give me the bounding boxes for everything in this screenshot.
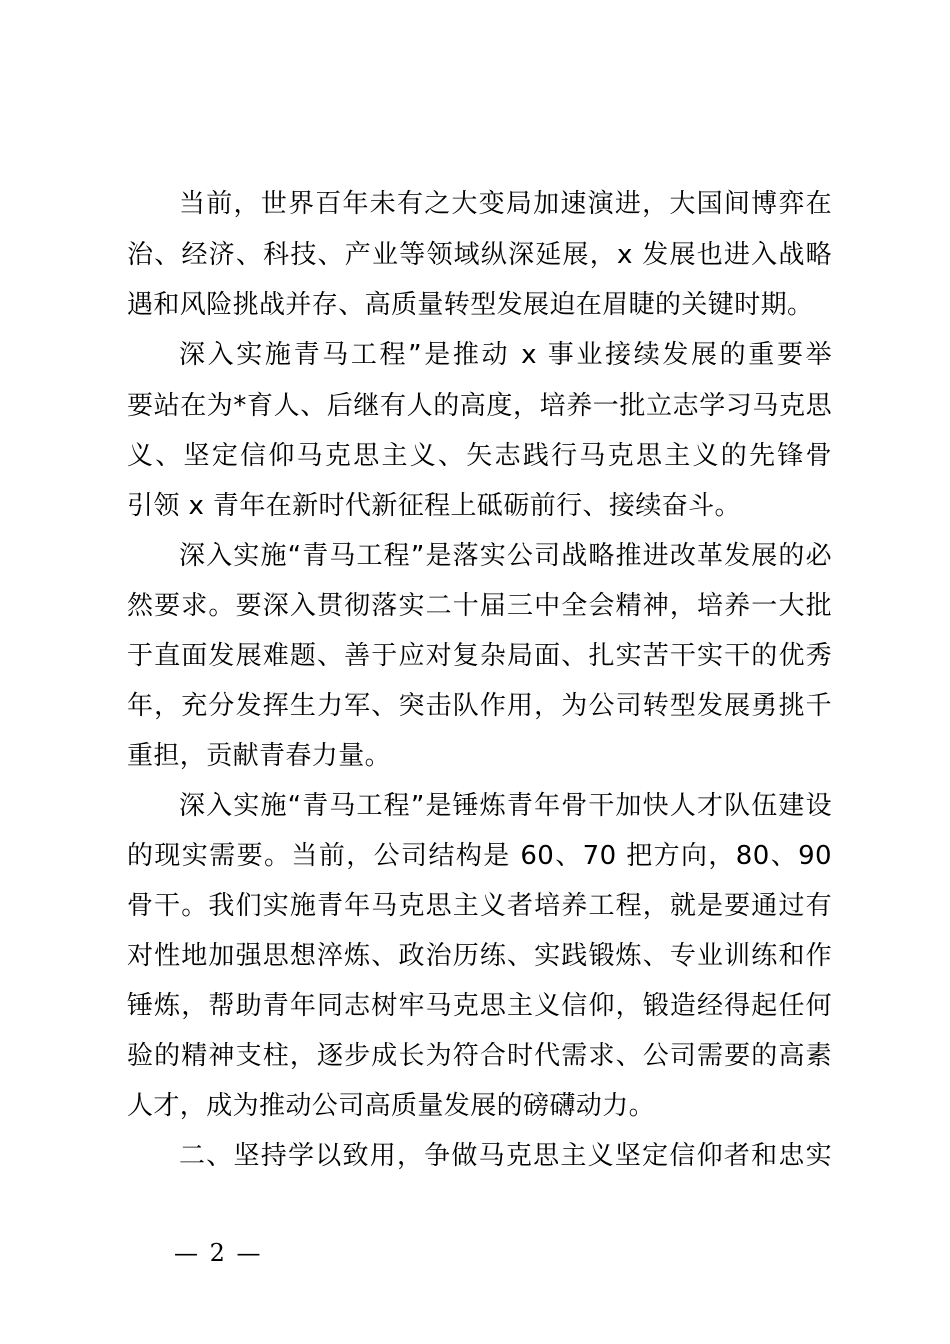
paragraph-4-line-5: 锤炼，帮助青年同志树牢马克思主义信仰，锻造经得起任何 xyxy=(127,991,832,1021)
section-heading-line: 二、坚持学以致用，争做马克思主义坚定信仰者和忠实 xyxy=(179,1141,832,1171)
paragraph-1-line-3: 遇和风险挑战并存、高质量转型发展迫在眉睫的关键时期。 xyxy=(127,290,814,320)
paragraph-3-line-5: 重担，贡献青春力量。 xyxy=(127,741,392,771)
paragraph-2-line-1: 深入实施青马工程”是推动 x 事业接续发展的重要举 xyxy=(179,340,832,370)
paragraph-4-line-7: 人才，成为推动公司高质量发展的磅礴动力。 xyxy=(127,1091,656,1121)
paragraph-3-line-1: 深入实施“青马工程”是落实公司战略推进改革发展的必 xyxy=(179,541,832,571)
paragraph-4-line-6: 验的精神支柱，逐步成长为符合时代需求、公司需要的高素 xyxy=(127,1041,832,1071)
paragraph-4-line-2: 的现实需要。当前，公司结构是 60、70 把方向，80、90 xyxy=(127,841,832,871)
paragraph-3-line-3: 于直面发展难题、善于应对复杂局面、扎实苦干实干的优秀 xyxy=(127,641,832,671)
paragraph-4-line-3: 骨干。我们实施青年马克思主义者培养工程，就是要通过有 xyxy=(127,891,832,921)
paragraph-1-line-2: 治、经济、科技、产业等领域纵深延展，x 发展也进入战略 xyxy=(127,240,832,270)
paragraph-3-line-2: 然要求。要深入贯彻落实二十届三中全会精神，培养一大批 xyxy=(127,591,832,621)
paragraph-2-line-2: 要站在为*育人、后继有人的高度，培养一批立志学习马克思 xyxy=(127,391,832,421)
paragraph-1-line-1: 当前，世界百年未有之大变局加速演进，大国间博弈在 xyxy=(179,189,832,219)
page-number: — 2 — xyxy=(174,1239,263,1267)
paragraph-4-line-4: 对性地加强思想淬炼、政治历练、实践锻炼、专业训练和作 xyxy=(127,941,832,971)
paragraph-3-line-4: 年，充分发挥生力军、突击队作用，为公司转型发展勇挑千 xyxy=(127,691,832,721)
paragraph-2-line-3: 义、坚定信仰马克思主义、矢志践行马克思主义的先锋骨 xyxy=(127,441,832,471)
paragraph-2-line-4: 引领 x 青年在新时代新征程上砥砺前行、接续奋斗。 xyxy=(127,491,741,521)
paragraph-4-line-1: 深入实施“青马工程”是锤炼青年骨干加快人才队伍建设 xyxy=(179,791,832,821)
